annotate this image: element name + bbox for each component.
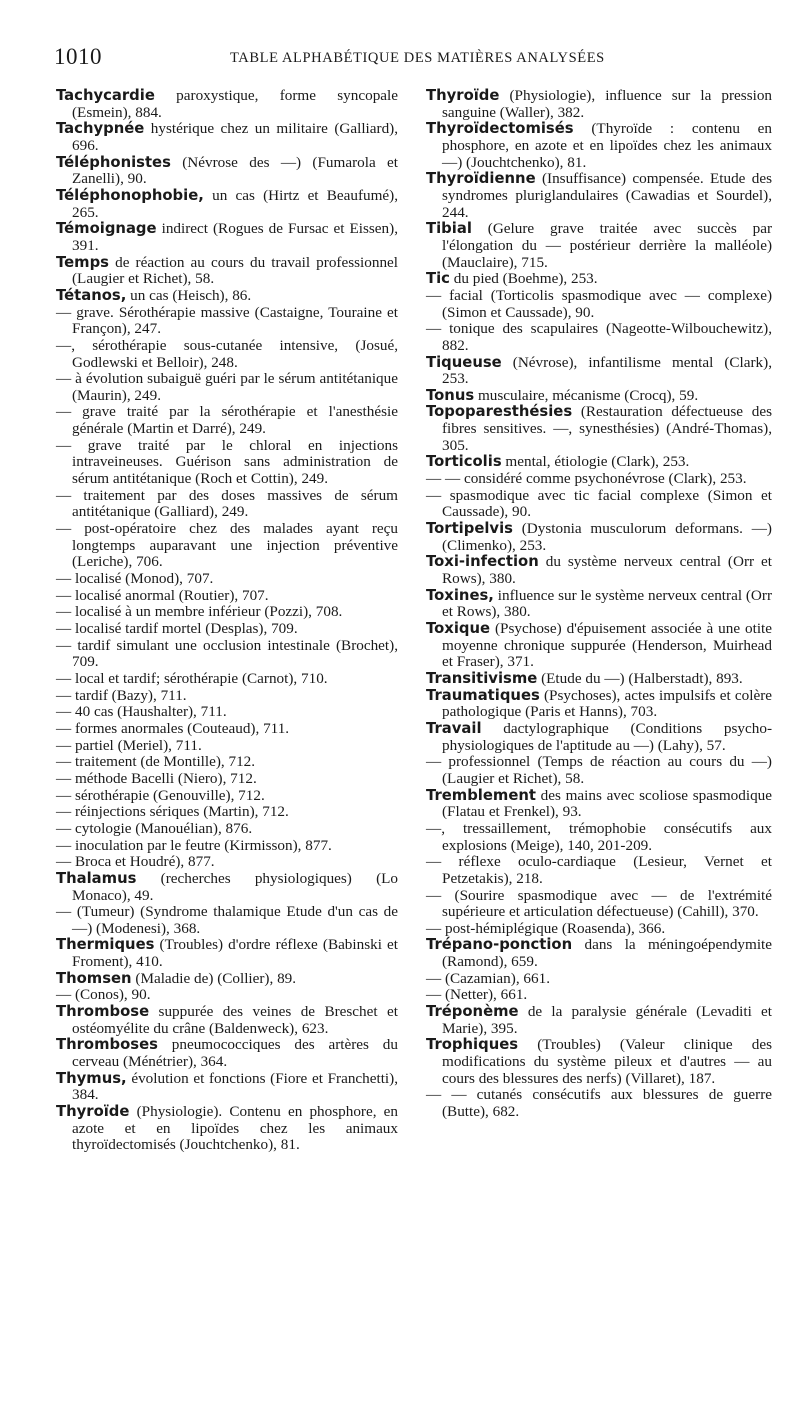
index-entry	[426, 355, 772, 388]
entry-headword: Temps	[56, 253, 109, 271]
entry-headword: Téléphonophobie,	[56, 186, 204, 204]
index-entry	[426, 388, 772, 405]
index-entry	[56, 721, 398, 738]
index-entry	[56, 571, 398, 588]
index-entry	[56, 338, 398, 371]
entry-text: — (Tumeur) (Syndrome thalamique Etude d'un cas de —) (Modenesi), 368.	[56, 903, 398, 937]
entry-text: des mains avec scoliose spasmodique (Flatau et Frenkel), 93.	[442, 786, 772, 821]
entry-headword: Thyroïdectomisés	[426, 120, 574, 138]
entry-headword: Tibial	[426, 220, 472, 238]
index-entry	[426, 937, 772, 970]
index-entry	[426, 171, 772, 221]
entry-headword: Thermiques	[56, 936, 155, 954]
entry-text: — tardif (Bazy), 711.	[56, 686, 187, 704]
entry-text: un cas (Heisch), 86.	[130, 286, 252, 304]
entry-text: — inoculation par le feutre (Kirmisson), 877.	[56, 836, 332, 854]
entry-headword: Thyroïde	[56, 1103, 130, 1121]
entry-headword: Trophiques	[426, 1036, 519, 1054]
entry-text: (Maladie de) (Collier), 89.	[135, 969, 297, 987]
entry-headword: Travail	[426, 719, 482, 737]
entry-text: indirect (Rogues de Fursac et Eissen), 391.	[72, 220, 398, 254]
index-entry	[56, 738, 398, 755]
index-entry	[56, 771, 398, 788]
entry-text: —, tressaillement, trémophobie consécutifs aux explosions (Meige), 140, 201-209.	[426, 819, 772, 854]
entry-headword: Thalamus	[56, 869, 137, 887]
entry-text: (Physiologie). Contenu en phosphore, en azote et en lipoïdes chez les animaux thyroïdectomisés (Jouchtchenko), 81.	[72, 1103, 399, 1154]
index-entry	[426, 488, 772, 521]
entry-headword: Toxi-infection	[426, 553, 539, 571]
entry-headword: Thromboses	[56, 1036, 158, 1054]
index-entry	[56, 821, 398, 838]
entry-headword: Traumatiques	[426, 686, 540, 704]
entry-text: de réaction au cours du travail professionnel (Laugier et Richet), 58.	[72, 253, 399, 288]
entry-text: — réflexe oculo-cardiaque (Lesieur, Vernet et Petzetakis), 218.	[426, 853, 772, 887]
index-entry	[56, 704, 398, 721]
entry-text: — local et tardif; sérothérapie (Carnot), 710.	[56, 669, 328, 687]
entry-headword: Thymus,	[56, 1069, 127, 1087]
entry-headword: Toxines,	[426, 586, 494, 604]
entry-text: — sérothérapie (Genouville), 712.	[56, 786, 265, 804]
entry-text: — partiel (Meriel), 711.	[56, 736, 202, 754]
entry-text: hystérique chez un militaire (Galliard), 696.	[72, 120, 399, 154]
index-entry	[426, 521, 772, 554]
index-entry	[426, 288, 772, 321]
entry-text: — à évolution subaiguë guéri par le sérum antitétanique (Maurin), 249.	[56, 370, 398, 404]
entry-text: — tardif simulant une occlusion intestinale (Brochet), 709.	[56, 636, 398, 671]
entry-headword: Thyroïdienne	[426, 170, 536, 188]
entry-text: influence sur le système nerveux central (Orr et Rows), 380.	[442, 586, 772, 621]
index-entry	[56, 155, 398, 188]
entry-headword: Téléphonistes	[56, 153, 171, 171]
entry-text: (Insuffisance) compensée. Etude des syndromes pluriglandulaires (Cawadias et Sourdel), 244.	[442, 170, 772, 221]
index-entry	[56, 488, 398, 521]
index-entry	[56, 588, 398, 605]
index-entry	[426, 271, 772, 288]
index-entry	[426, 854, 772, 887]
index-entry	[56, 854, 398, 871]
entry-text: (Névrose des —) (Fumarola et Zanelli), 90.	[72, 153, 398, 188]
index-entry	[56, 671, 398, 688]
entry-text: — grave traité par le chloral en injections intraveineuses. Guérison sans administration de sérum antitétanique (Roch et Cottin), 249.	[56, 436, 398, 488]
entry-text: (Dystonia musculorum deformans. —) (Climenko), 253.	[442, 520, 772, 554]
entry-text: (Restauration défectueuse des fibres sensitives. —, synesthésies) (André-Thomas), 305.	[442, 403, 772, 454]
index-entry	[426, 921, 772, 938]
entry-headword: Trépano-ponction	[426, 936, 573, 954]
entry-text: du pied (Boehme), 253.	[453, 270, 598, 288]
index-entry	[426, 671, 772, 688]
entry-text: — — considéré comme psychonévrose (Clark), 253.	[426, 470, 747, 488]
index-entry	[56, 971, 398, 988]
index-entry	[426, 554, 772, 587]
entry-text: — cytologie (Manouélian), 876.	[56, 819, 253, 837]
entry-text: — (Cazamian), 661.	[426, 969, 550, 987]
entry-text: (Troubles) d'ordre réflexe (Babinski et Froment), 410.	[72, 936, 398, 971]
entry-text: — facial (Torticolis spasmodique avec — complexe) (Simon et Caussade), 90.	[426, 286, 772, 321]
index-entry	[56, 371, 398, 404]
index-entry	[56, 188, 398, 221]
entry-text: (Physiologie), influence sur la pression sanguine (Waller), 382.	[442, 87, 773, 121]
page-number: 1010	[54, 44, 102, 69]
entry-headword: Tiqueuse	[426, 353, 502, 371]
index-entry	[426, 471, 772, 488]
index-entry	[56, 688, 398, 705]
entry-text: — professionnel (Temps de réaction au cours du —) (Laugier et Richet), 58.	[426, 753, 772, 787]
entry-headword: Topoparesthésies	[426, 403, 573, 421]
entry-text: — formes anormales (Couteaud), 711.	[56, 719, 290, 737]
index-entry	[426, 221, 772, 271]
page-header	[54, 44, 754, 78]
entry-text: de la paralysie générale (Levaditi et Marie), 395.	[442, 1003, 773, 1037]
entry-text: — (Netter), 661.	[426, 986, 528, 1004]
index-entry	[56, 804, 398, 821]
entry-text: mental, étiologie (Clark), 253.	[505, 453, 690, 471]
index-entry	[56, 438, 398, 488]
entry-text: paroxystique, forme syncopale (Esmein), 884.	[72, 87, 398, 121]
index-entry	[426, 788, 772, 821]
entry-text: — localisé anormal (Routier), 707.	[56, 586, 269, 604]
entry-text: dans la méningoépendymite (Ramond), 659.	[442, 936, 772, 971]
index-entry	[56, 88, 398, 121]
index-entry	[426, 987, 772, 1004]
index-entry	[426, 88, 772, 121]
entry-text: — méthode Bacelli (Niero), 712.	[56, 769, 257, 787]
index-entry	[426, 721, 772, 754]
index-entry	[56, 1071, 398, 1104]
entry-text: — Broca et Houdré), 877.	[56, 853, 215, 871]
entry-text: — 40 cas (Haushalter), 711.	[56, 703, 227, 721]
index-entry	[56, 1037, 398, 1070]
entry-text: — post-hémiplégique (Roasenda), 366.	[426, 919, 666, 937]
entry-text: — (Sourire spasmodique avec — de l'extrémité supérieure et articulation défectueuse) (Cahill), 370.	[426, 886, 772, 921]
entry-headword: Toxique	[426, 620, 491, 637]
entry-headword: Thomsen	[56, 969, 132, 987]
index-entry	[56, 904, 398, 937]
entry-text: — — cutanés consécutifs aux blessures de guerre (Butte), 682.	[426, 1086, 772, 1121]
entry-text: (recherches physiologiques) (Lo Monaco), 49.	[72, 869, 399, 904]
running-title: TABLE ALPHABÉTIQUE DES MATIÈRES ANALYSÉES	[230, 50, 605, 66]
entry-text: (Psychose) d'épuisement associée à une otite moyenne chronique suppurée (Henderson, Muirhead et Fraser), 371.	[442, 620, 772, 671]
index-entry	[56, 255, 398, 288]
index-entry	[56, 788, 398, 805]
entry-text: — spasmodique avec tic facial complexe (Simon et Caussade), 90.	[426, 486, 772, 521]
index-entry	[56, 987, 398, 1004]
entry-text: — tonique des scapulaires (Nageotte-Wilbouchewitz), 882.	[426, 320, 772, 354]
entry-text: (Gelure grave traitée avec succès par l'élongation du — postérieur derrière la malléole) (Mauclaire), 715.	[442, 220, 773, 271]
index-entry	[56, 604, 398, 621]
index-entry	[56, 404, 398, 437]
entry-text: — localisé (Monod), 707.	[56, 570, 214, 588]
index-entry	[426, 754, 772, 787]
entry-text: (Psychoses), actes impulsifs et colère pathologique (Paris et Hanns), 703.	[442, 686, 772, 721]
index-entry	[426, 821, 772, 854]
entry-text: — localisé tardif mortel (Desplas), 709.	[56, 620, 298, 637]
entry-headword: Thrombose	[56, 1003, 150, 1021]
entry-headword: Tachycardie	[56, 87, 155, 104]
entry-text: du système nerveux central (Orr et Rows), 380.	[442, 553, 772, 588]
index-entry	[426, 688, 772, 721]
index-entry	[56, 1004, 398, 1037]
entry-text: (Troubles) (Valeur clinique des modifications du système pileux et d'autres — au cours des blessures des nerfs) (Villaret), 187.	[442, 1036, 773, 1087]
index-entry	[56, 638, 398, 671]
index-entry	[426, 454, 772, 471]
index-entry	[426, 888, 772, 921]
entry-text: — grave traité par la sérothérapie et l'anesthésie générale (Martin et Darré), 249.	[56, 403, 398, 438]
entry-text: (Etude du —) (Halberstadt), 893.	[541, 669, 743, 687]
index-entry	[56, 521, 398, 571]
index-entry	[426, 1037, 772, 1087]
index-entry	[56, 305, 398, 338]
entry-text: pneumococciques des artères du cerveau (Ménétrier), 364.	[72, 1036, 398, 1071]
entry-text: — réinjections sériques (Martin), 712.	[56, 803, 289, 821]
entry-text: — post-opératoire chez des malades ayant reçu longtemps auparavant une injection préventive (Leriche), 706.	[56, 520, 398, 571]
entry-text: musculaire, mécanisme (Crocq), 59.	[477, 386, 699, 404]
entry-headword: Tachypnée	[56, 120, 145, 138]
entry-text: évolution et fonctions (Fiore et Franchetti), 384.	[72, 1069, 399, 1104]
index-entry	[56, 1104, 398, 1154]
entry-text: dactylographique (Conditions psycho-physiologiques de l'aptitude au —) (Lahy), 57.	[442, 719, 772, 754]
entry-headword: Tic	[426, 270, 450, 288]
index-entry	[426, 321, 772, 354]
entry-text: (Thyroïde : contenu en phosphore, en azote et en lipoïdes chez les animaux —) (Jouchtchenko), 81.	[442, 120, 773, 171]
index-entry	[56, 838, 398, 855]
index-entry	[56, 754, 398, 771]
entry-headword: Tortipelvis	[426, 520, 513, 538]
index-entry	[56, 288, 398, 305]
entry-text: — traitement (de Montille), 712.	[56, 753, 256, 771]
entry-text: un cas (Hirtz et Beaufumé), 265.	[72, 186, 399, 221]
entry-text: —, sérothérapie sous-cutanée intensive, (Josué, Godlewski et Belloir), 248.	[56, 336, 398, 371]
entry-headword: Tonus	[426, 386, 475, 404]
index-column-left	[56, 88, 398, 1154]
index-entry	[426, 971, 772, 988]
entry-headword: Tremblement	[426, 786, 536, 804]
entry-text: — grave. Sérothérapie massive (Castaigne, Touraine et Françon), 247.	[56, 303, 398, 338]
entry-headword: Tétanos,	[56, 286, 127, 304]
index-entry	[426, 121, 772, 171]
entry-headword: Torticolis	[426, 453, 502, 471]
index-entry	[426, 1004, 772, 1037]
index-column-right	[426, 88, 772, 1121]
index-entry	[426, 404, 772, 454]
entry-headword: Transitivisme	[426, 669, 538, 687]
index-entry	[426, 588, 772, 621]
entry-text: — (Conos), 90.	[56, 986, 151, 1004]
entry-headword: Tréponème	[426, 1003, 519, 1021]
index-entry	[56, 221, 398, 254]
index-entry	[56, 871, 398, 904]
entry-text: — localisé à un membre inférieur (Pozzi), 708.	[56, 603, 343, 621]
index-entry	[426, 621, 772, 671]
index-entry	[426, 1087, 772, 1120]
entry-text: — traitement par des doses massives de sérum antitétanique (Galliard), 249.	[56, 486, 398, 521]
index-entry	[56, 121, 398, 154]
index-entry	[56, 621, 398, 638]
entry-text: suppurée des veines de Breschet et ostéomyélite du crâne (Baldenweck), 623.	[72, 1003, 398, 1037]
index-entry	[56, 937, 398, 970]
entry-headword: Témoignage	[56, 220, 157, 238]
entry-text: (Névrose), infantilisme mental (Clark), 253.	[442, 353, 772, 388]
entry-headword: Thyroïde	[426, 87, 500, 104]
